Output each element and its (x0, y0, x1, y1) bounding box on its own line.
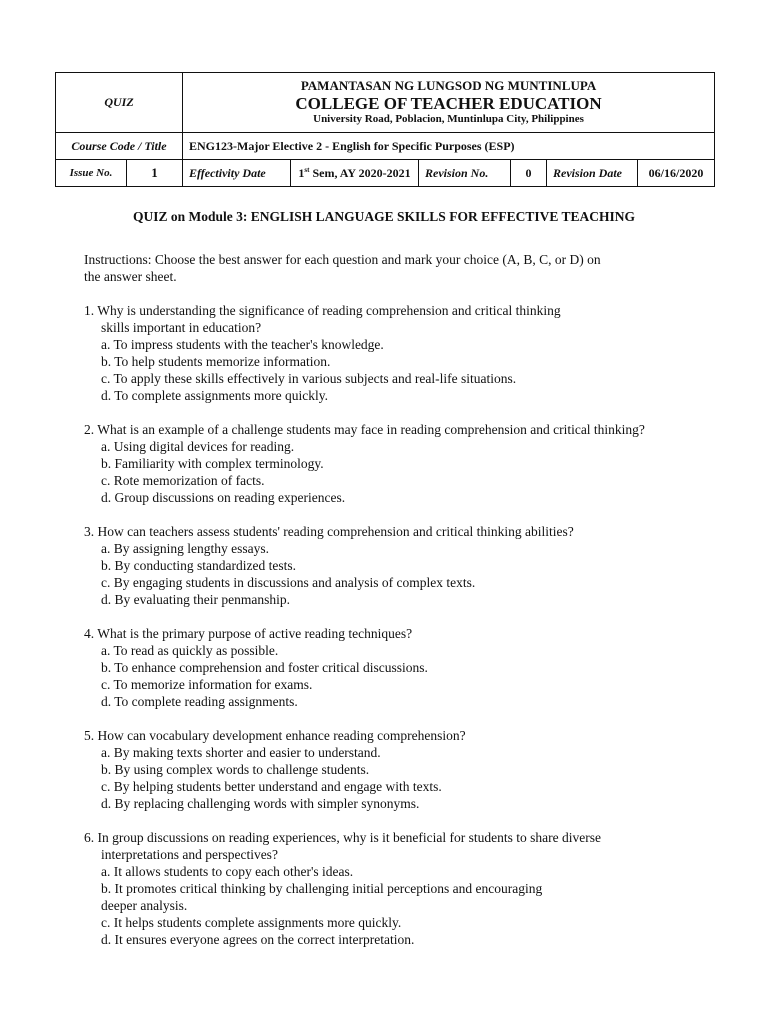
effectivity-value-post: Sem, AY 2020-2021 (309, 165, 411, 180)
choice-d: d. Group discussions on reading experiences. (101, 490, 346, 505)
choice-d: d. By evaluating their penmanship. (101, 592, 290, 607)
question-text: 3. How can teachers assess students' reading comprehension and critical thinking abilities? (84, 524, 574, 539)
choice-d: d. It ensures everyone agrees on the correct interpretation. (101, 932, 415, 947)
revision-value: 0 (511, 160, 547, 187)
revision-date-label: Revision Date (547, 160, 638, 187)
issue-value: 1 (151, 165, 158, 180)
choice-a: a. By making texts shorter and easier to understand. (101, 745, 381, 760)
issue-label: Issue No. (56, 160, 127, 186)
effectivity-value (291, 160, 419, 187)
university-name: PAMANTASAN NG LUNGSOD NG MUNTINLUPA (300, 77, 597, 93)
choice-c: c. By engaging students in discussions and analysis of complex texts. (101, 575, 476, 590)
choice-d: d. By replacing challenging words with simpler synonyms. (101, 796, 420, 811)
question-text: 1. Why is understanding the significance of reading comprehension and critical thinking (84, 303, 561, 318)
choice-c: c. It helps students complete assignments more quickly. (101, 915, 402, 930)
quiz-label: QUIZ (56, 73, 183, 133)
choice-b-cont: deeper analysis. (101, 898, 188, 913)
question-text-cont: interpretations and perspectives? (101, 847, 278, 862)
question-6 (84, 829, 734, 948)
question-text: 5. How can vocabulary development enhance reading comprehension? (84, 728, 466, 743)
choice-a: a. By assigning lengthy essays. (101, 541, 269, 556)
quiz-content (84, 251, 734, 965)
choice-b: b. By using complex words to challenge students. (101, 762, 370, 777)
choice-a: a. To impress students with the teacher's knowledge. (101, 337, 384, 352)
question-text: 4. What is the primary purpose of active reading techniques? (84, 626, 413, 641)
question-1 (84, 302, 734, 404)
question-2 (84, 421, 734, 506)
effectivity-value-pre: 1 (298, 165, 305, 180)
choice-c: c. By helping students better understand and engage with texts. (101, 779, 442, 794)
course-label: Course Code / Title (56, 133, 183, 160)
quiz-title: QUIZ on Module 3: ENGLISH LANGUAGE SKILLS FOR EFFECTIVE TEACHING (133, 209, 635, 224)
revision-date-value: 06/16/2020 (638, 160, 715, 187)
course-value: ENG123-Major Elective 2 - English for Specific Purposes (ESP) (183, 133, 715, 160)
choice-a: a. Using digital devices for reading. (101, 439, 295, 454)
choice-d: d. To complete assignments more quickly. (101, 388, 329, 403)
question-5 (84, 727, 734, 812)
choice-b: b. To enhance comprehension and foster critical discussions. (101, 660, 428, 675)
institution-block (183, 73, 715, 133)
issue-row-cell (56, 160, 183, 187)
question-4 (84, 625, 734, 710)
choice-d: d. To complete reading assignments. (101, 694, 298, 709)
choice-b: b. Familiarity with complex terminology. (101, 456, 324, 471)
effectivity-label: Effectivity Date (183, 160, 291, 187)
instructions-line-1: Instructions: Choose the best answer for each question and mark your choice (A, B, C, or D) on (84, 252, 601, 267)
choice-c: c. Rote memorization of facts. (101, 473, 265, 488)
address: University Road, Poblacion, Muntinlupa City, Philippines (313, 113, 584, 126)
effectivity-value-sup: st (304, 165, 310, 174)
instructions (84, 251, 734, 285)
college-name: COLLEGE OF TEACHER EDUCATION (295, 93, 602, 113)
choice-b: b. By conducting standardized tests. (101, 558, 296, 573)
choice-b: b. It promotes critical thinking by challenging initial perceptions and encouraging (101, 881, 543, 896)
document-header (55, 72, 715, 187)
choice-c: c. To memorize information for exams. (101, 677, 313, 692)
choice-b: b. To help students memorize information. (101, 354, 331, 369)
question-text: 2. What is an example of a challenge students may face in reading comprehension and critical thinking? (84, 422, 645, 437)
instructions-line-2: the answer sheet. (84, 269, 177, 284)
choice-a: a. To read as quickly as possible. (101, 643, 279, 658)
question-text: 6. In group discussions on reading experiences, why is it beneficial for students to share diverse (84, 830, 601, 845)
question-text-cont: skills important in education? (101, 320, 262, 335)
revision-label: Revision No. (419, 160, 511, 187)
question-3 (84, 523, 734, 608)
choice-a: a. It allows students to copy each other's ideas. (101, 864, 354, 879)
choice-c: c. To apply these skills effectively in various subjects and real-life situations. (101, 371, 517, 386)
